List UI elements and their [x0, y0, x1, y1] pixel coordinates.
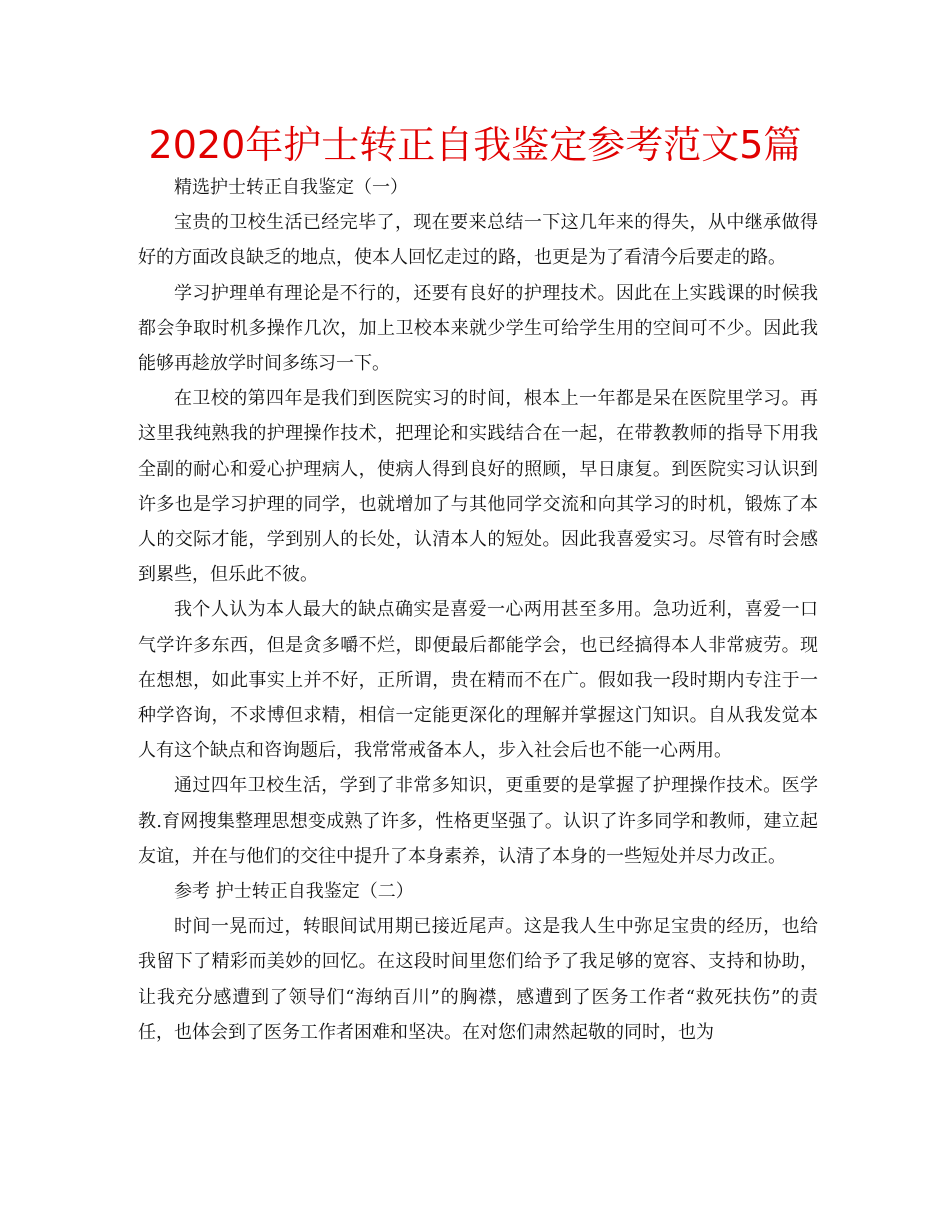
section-heading: 参考 护士转正自我鉴定（二）	[174, 881, 414, 903]
document-body	[138, 170, 818, 1050]
paragraph: 在卫校的第四年是我们到医院实习的时间，根本上一年都是呆在医院里学习。再这里我纯熟我的护理操作技术，把理论和实践结合在一起，在带教教师的指导下用我全副的耐心和爱心护理病人，使病人得到良好的照顾，早日康复。到医院实习认识到许多也是学习护理的同学，也就增加了与其他同学交流和向其学习的时机，锻炼了本人的交际才能，学到别人的长处，认清本人的短处。因此我喜爱实习。尽管有时会感到累些，但乐此不彼。	[138, 388, 818, 586]
document-title: 2020年护士转正自我鉴定参考范文5篇	[148, 123, 802, 167]
paragraph: 我个人认为本人最大的缺点确实是喜爱一心两用甚至多用。急功近利，喜爱一口气学许多东西，但是贪多嚼不烂，即便最后都能学会，也已经搞得本人非常疲劳。现在想想，如此事实上并不好，正所谓，贵在精而不在广。假如我一段时期内专注于一种学咨询，不求博但求精，相信一定能更深化的理解并掌握这门知识。自从我发觉本人有这个缺点和咨询题后，我常常戒备本人，步入社会后也不能一心两用。	[138, 599, 818, 762]
paragraph: 时间一晃而过，转眼间试用期已接近尾声。这是我人生中弥足宝贵的经历，也给我留下了精彩而美妙的回忆。在这段时间里您们给予了我足够的宽容、支持和协助，让我充分感遭到了领导们“海纳百川”的胸襟，感遭到了医务工作者“救死扶伤”的责任，也体会到了医务工作者困难和坚决。在对您们肃然起敬的同时，也为	[138, 916, 818, 1043]
paragraph: 学习护理单有理论是不行的，还要有良好的护理技术。因此在上实践课的时候我都会争取时机多操作几次，加上卫校本来就少学生可给学生用的空间可不少。因此我能够再趁放学时间多练习一下。	[138, 282, 818, 375]
paragraph: 宝贵的卫校生活已经完毕了，现在要来总结一下这几年来的得失，从中继承做得好的方面改良缺乏的地点，使本人回忆走过的路，也更是为了看清今后要走的路。	[138, 212, 818, 269]
section-heading: 精选护士转正自我鉴定（一）	[174, 177, 408, 198]
paragraph: 通过四年卫校生活，学到了非常多知识，更重要的是掌握了护理操作技术。医学教.育网搜集整理思想变成熟了许多，性格更坚强了。认识了许多同学和教师，建立起友谊，并在与他们的交往中提升了本身素养，认清了本身的一些短处并尽力改正。	[138, 775, 818, 867]
